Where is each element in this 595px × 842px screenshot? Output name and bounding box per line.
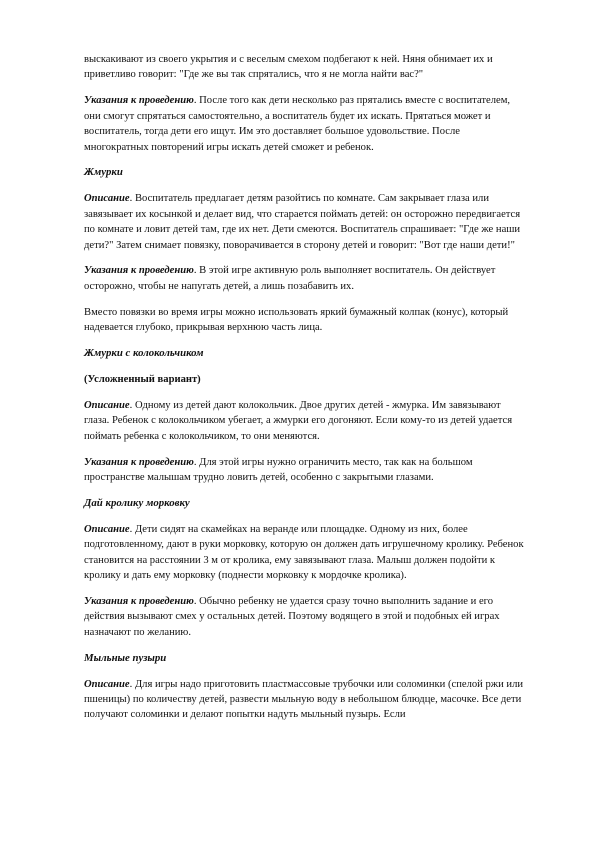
document-page: [84, 52, 524, 733]
paragraph: [84, 93, 524, 155]
paragraph: [84, 52, 524, 83]
paragraph-text: . Воспитатель предлагает детям разойтись по комнате. Сам закрывает глаза или завязывает их косынкой и делает вид, что старается поймать детей: он осторожно передвигается по комнате и ловит детей там, где их нет. Дети смеются. Воспитатель спрашивает: "Где же наши дети?" Затем снимает повязку, поворачивается в сторону детей и говорит: "Вот где наши дети!": [84, 193, 521, 251]
paragraph: [84, 305, 524, 336]
paragraph-lead: Указания к проведению: [84, 595, 194, 607]
paragraph-lead: Описание: [84, 193, 130, 205]
paragraph-text: . После того как дети несколько раз прятались вместе с воспитателем, они смогут спрятаться самостоятельно, а воспитатель будет их искать. Прятаться может и воспитатель, тогда дети его ищут. Им это доставляет большое удовольствие. После многократных повторений игры искать детей сможет и ребенок.: [84, 95, 511, 153]
paragraph-text: . В этой игре активную роль выполняет воспитатель. Он действует осторожно, чтобы не напугать детей, а лишь позабавить их.: [84, 265, 496, 292]
paragraph: [84, 455, 524, 486]
section-heading: Жмурки: [84, 166, 123, 179]
paragraph-text: . Дети сидят на скамейках на веранде или площадке. Одному из них, более подготовленному, дают в руки морковку, которую он должен дать игрушечному кролику. Ребенок становится на расстоянии 3 м от кролика, ему завязывают глаза. Малыш должен подойти к кролику и дать ему морковку (поднести морковку к мордочке кролика).: [84, 523, 524, 582]
paragraph-text: выскакивают из своего укрытия и с веселым смехом подбегают к ней. Няня обнимает их и приветливо говорит: "Где же вы так спрятались, что я не могла найти вас?": [84, 54, 493, 81]
paragraph: [84, 191, 524, 253]
section-heading: Дай кролику морковку: [84, 496, 190, 509]
paragraph: [84, 677, 524, 723]
paragraph-lead: Указания к проведению: [84, 95, 194, 107]
paragraph-lead: Описание: [84, 399, 130, 411]
paragraph-text: . Для этой игры нужно ограничить место, так как на большом пространстве малышам трудно ловить детей, особенно с закрытыми глазами.: [84, 456, 473, 484]
section-heading: Жмурки с колокольчиком: [84, 347, 204, 360]
paragraph-lead: Указания к проведению: [84, 265, 194, 277]
paragraph: [84, 594, 524, 640]
paragraph-lead: Указания к проведению: [84, 456, 194, 468]
paragraph-lead: Описание: [84, 523, 130, 535]
paragraph-text: . Обычно ребенку не удается сразу точно выполнить задание и его действия вызывают смех у остальных детей. Поэтому водящего в этой и подобных ей играх назначают по желанию.: [84, 595, 500, 638]
paragraph: [84, 398, 524, 444]
section-heading: Мыльные пузыри: [84, 651, 167, 664]
paragraph-text: . Одному из детей дают колокольчик. Двое других детей - жмурка. Им завязывают глаза. Ребенок с колокольчиком убегает, а жмурки его догоняют. Если кому-то из детей удается поймать ребенка с колокольчиком, то они меняются.: [84, 399, 513, 442]
paragraph: [84, 522, 524, 584]
paragraph: [84, 263, 524, 294]
paragraph-text: Вместо повязки во время игры можно использовать яркий бумажный колпак (конус), который надевается глубоко, прикрывая верхнюю часть лица.: [84, 306, 509, 334]
section-subheading: (Усложненный вариант): [84, 374, 201, 385]
paragraph-lead: Описание: [84, 678, 130, 690]
paragraph-text: . Для игры надо приготовить пластмассовые трубочки или соломинки (спелой ржи или пшеницы) по количеству детей, развести мыльную воду в небольшом блюдце, масочке. Все дети получают соломинки и делают попытки надуть мыльный пузырь. Если: [84, 678, 524, 721]
